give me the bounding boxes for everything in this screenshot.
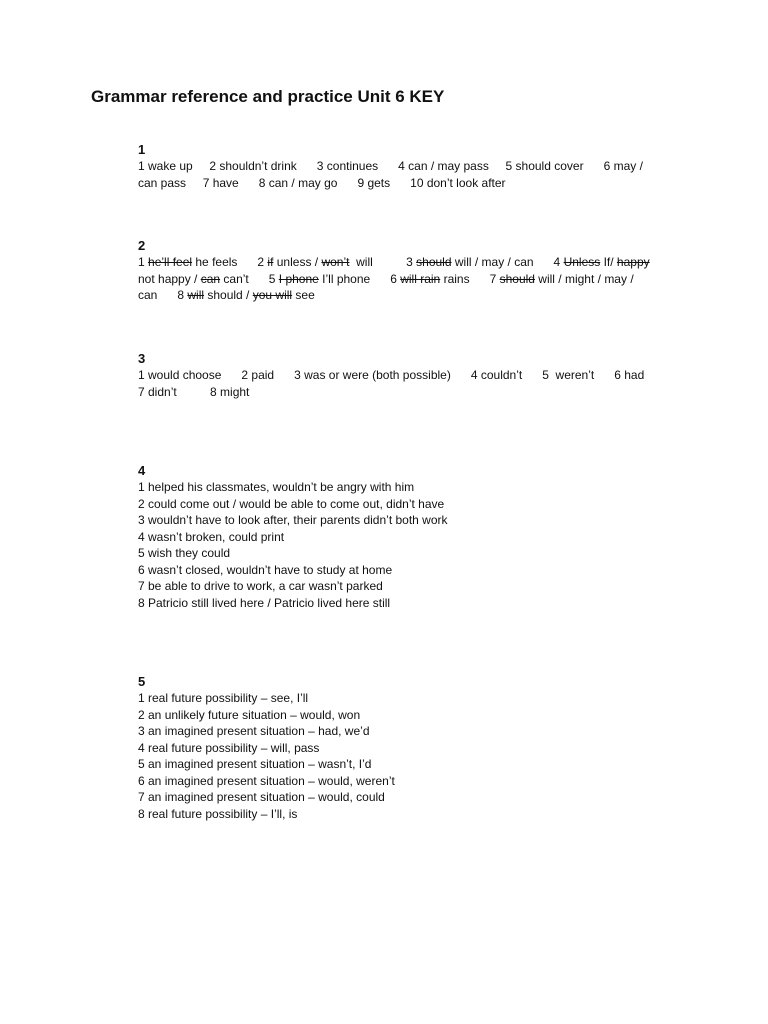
exercise-number: 4 bbox=[138, 463, 146, 478]
exercise-number: 3 bbox=[138, 351, 146, 366]
answer-text: rains 7 bbox=[440, 271, 500, 286]
answer-text: can 8 bbox=[138, 288, 188, 302]
exercise-3 bbox=[138, 350, 738, 400]
exercise-2 bbox=[138, 237, 738, 304]
exercise-number: 5 bbox=[138, 674, 146, 689]
answer-text: will / might / may / bbox=[534, 271, 634, 286]
answer-line: 7 be able to drive to work, a car wasn’t parked bbox=[138, 579, 383, 593]
answer-text: can’t 5 bbox=[220, 271, 279, 286]
struck-text: should bbox=[416, 255, 452, 269]
answer-line: 6 an imagined present situation – would, weren’t bbox=[138, 773, 395, 788]
struck-text: can bbox=[200, 271, 221, 286]
struck-text: will rain bbox=[400, 271, 441, 286]
answer-line: 5 wish they could bbox=[138, 546, 231, 560]
struck-text: Unless bbox=[563, 255, 601, 269]
answer-text: not happy / bbox=[138, 271, 201, 286]
answer-line: 4 real future possibility – will, pass bbox=[138, 740, 320, 755]
answer-text: he feels 2 bbox=[192, 255, 268, 269]
answer-line: 8 real future possibility – I’ll, is bbox=[138, 806, 298, 821]
exercise-number: 1 bbox=[138, 142, 146, 157]
struck-text: will bbox=[187, 288, 205, 302]
answer-text: should / bbox=[204, 288, 253, 302]
struck-text: happy bbox=[616, 255, 650, 269]
answer-line: 3 wouldn’t have to look after, their parents didn’t both work bbox=[138, 513, 448, 527]
struck-text: if bbox=[267, 255, 274, 269]
page-title: Grammar reference and practice Unit 6 KEY bbox=[91, 87, 445, 106]
exercise-5 bbox=[138, 673, 738, 822]
struck-text: should bbox=[499, 271, 535, 286]
answer-line: 2 an unlikely future situation – would, won bbox=[138, 707, 361, 722]
answer-line: can pass 7 have 8 can / may go 9 gets 10 don’t look after bbox=[138, 175, 506, 190]
struck-text: he’ll feel bbox=[148, 255, 193, 269]
answer-text: I’ll phone 6 bbox=[318, 271, 401, 286]
answer-line bbox=[138, 271, 738, 288]
struck-text: won’t bbox=[321, 255, 350, 269]
exercise-number: 2 bbox=[138, 238, 146, 253]
answer-text: If/ bbox=[600, 255, 617, 269]
answer-line: 1 real future possibility – see, I’ll bbox=[138, 691, 309, 705]
answer-line: 8 Patricio still lived here / Patricio lived here still bbox=[138, 595, 391, 610]
answer-text: will / may / can 4 bbox=[451, 255, 564, 269]
answer-text: unless / bbox=[273, 255, 322, 269]
exercise-4 bbox=[138, 462, 738, 611]
answer-line: 6 wasn’t closed, wouldn’t have to study at home bbox=[138, 562, 393, 577]
answer-text: will 3 bbox=[349, 255, 417, 269]
struck-text: you will bbox=[252, 288, 293, 302]
answer-line: 3 an imagined present situation – had, we’d bbox=[138, 724, 370, 738]
answer-line bbox=[138, 287, 738, 304]
answer-line: 7 didn’t 8 might bbox=[138, 384, 250, 399]
answer-text: see bbox=[292, 288, 315, 302]
answer-line: 1 wake up 2 shouldn’t drink 3 continues 4 can / may pass 5 should cover 6 may / bbox=[138, 159, 643, 173]
answer-line: 2 could come out / would be able to come out, didn’t have bbox=[138, 496, 445, 511]
answer-line: 7 an imagined present situation – would, could bbox=[138, 790, 385, 804]
answer-line: 4 wasn’t broken, could print bbox=[138, 529, 285, 544]
answer-line: 5 an imagined present situation – wasn’t, I’d bbox=[138, 757, 372, 771]
struck-text: I phone bbox=[278, 271, 319, 286]
exercise-1 bbox=[138, 141, 738, 191]
answer-text: 1 bbox=[138, 255, 149, 269]
answer-line: 1 helped his classmates, wouldn’t be angry with him bbox=[138, 480, 415, 494]
answer-line bbox=[138, 254, 738, 271]
answer-line: 1 would choose 2 paid 3 was or were (both possible) 4 couldn’t 5 weren’t 6 had bbox=[138, 368, 645, 382]
